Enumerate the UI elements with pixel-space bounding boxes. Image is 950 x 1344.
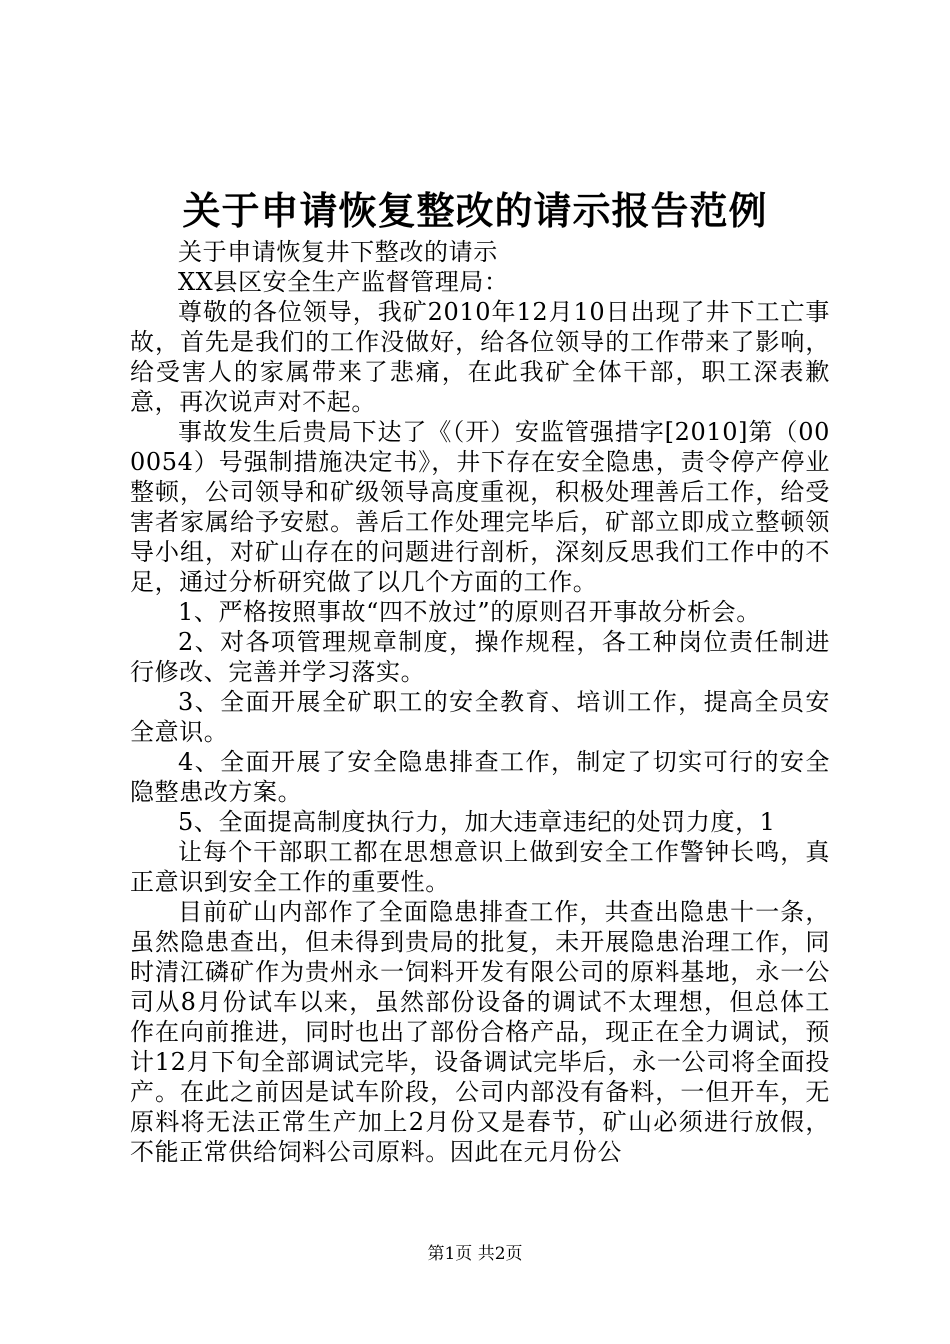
list-item-4: 4、全面开展了安全隐患排查工作，制定了切实可行的安全隐整患改方案。 bbox=[130, 748, 830, 806]
document-body bbox=[130, 237, 830, 1167]
document-title: 关于申请恢复整改的请示报告范例 bbox=[182, 188, 768, 233]
body-paragraph-current-status: 目前矿山内部作了全面隐患排查工作，共查出隐患十一条，虽然隐患查出，但未得到贵局的批复，未开展隐患治理工作，同时清江磷矿作为贵州永一饲料开发有限公司的原料基地，永一公司从8月份试车以来，虽然部份设备的调试不太理想，但总体工作在向前推进，同时也出了部份合格产品，现正在全力调试，预计12月下旬全部调试完毕，设备调试完毕后，永一公司将全面投产。在此之前因是试车阶段，公司内部没有备料，一但开车，无原料将无法正常生产加上2月份又是春节，矿山必须进行放假，不能正常供给饲料公司原料。因此在元月份公 bbox=[130, 898, 830, 1166]
list-item-5: 5、全面提高制度执行力，加大违章违纪的处罚力度，1 bbox=[178, 808, 776, 836]
list-item-3: 3、全面开展全矿职工的安全教育、培训工作，提高全员安全意识。 bbox=[130, 688, 830, 746]
body-paragraph-measures: 事故发生后贵局下达了《（开）安监管强措字[2010]第（000054）号强制措施决定书》，井下存在安全隐患，责令停产停业整顿，公司领导和矿级领导高度重视，积极处理善后工作，给受害者家属给予安慰。善后工作处理完毕后，矿部立即成立整顿领导小组，对矿山存在的问题进行剖析，深刻反思我们工作中的不足，通过分析研究做了以几个方面的工作。 bbox=[130, 418, 830, 596]
addressee-line: XX县区安全生产监督管理局： bbox=[178, 268, 509, 296]
list-item-1: 1、严格按照事故“四不放过”的原则召开事故分析会。 bbox=[178, 598, 761, 626]
subject-line: 关于申请恢复井下整改的请示 bbox=[178, 238, 498, 266]
body-paragraph-apology: 尊敬的各位领导，我矿2010年12月10日出现了井下工亡事故，首先是我们的工作没做好，给各位领导的工作带来了影响，给受害人的家属带来了悲痛，在此我矿全体干部，职工深表歉意，再次说声对不起。 bbox=[130, 298, 830, 416]
page-number-footer: 第1页 共2页 bbox=[427, 1244, 523, 1264]
list-item-2: 2、对各项管理规章制度，操作规程，各工种岗位责任制进行修改、完善并学习落实。 bbox=[130, 628, 830, 686]
body-paragraph-awareness: 让每个干部职工都在思想意识上做到安全工作警钟长鸣，真正意识到安全工作的重要性。 bbox=[130, 838, 830, 896]
